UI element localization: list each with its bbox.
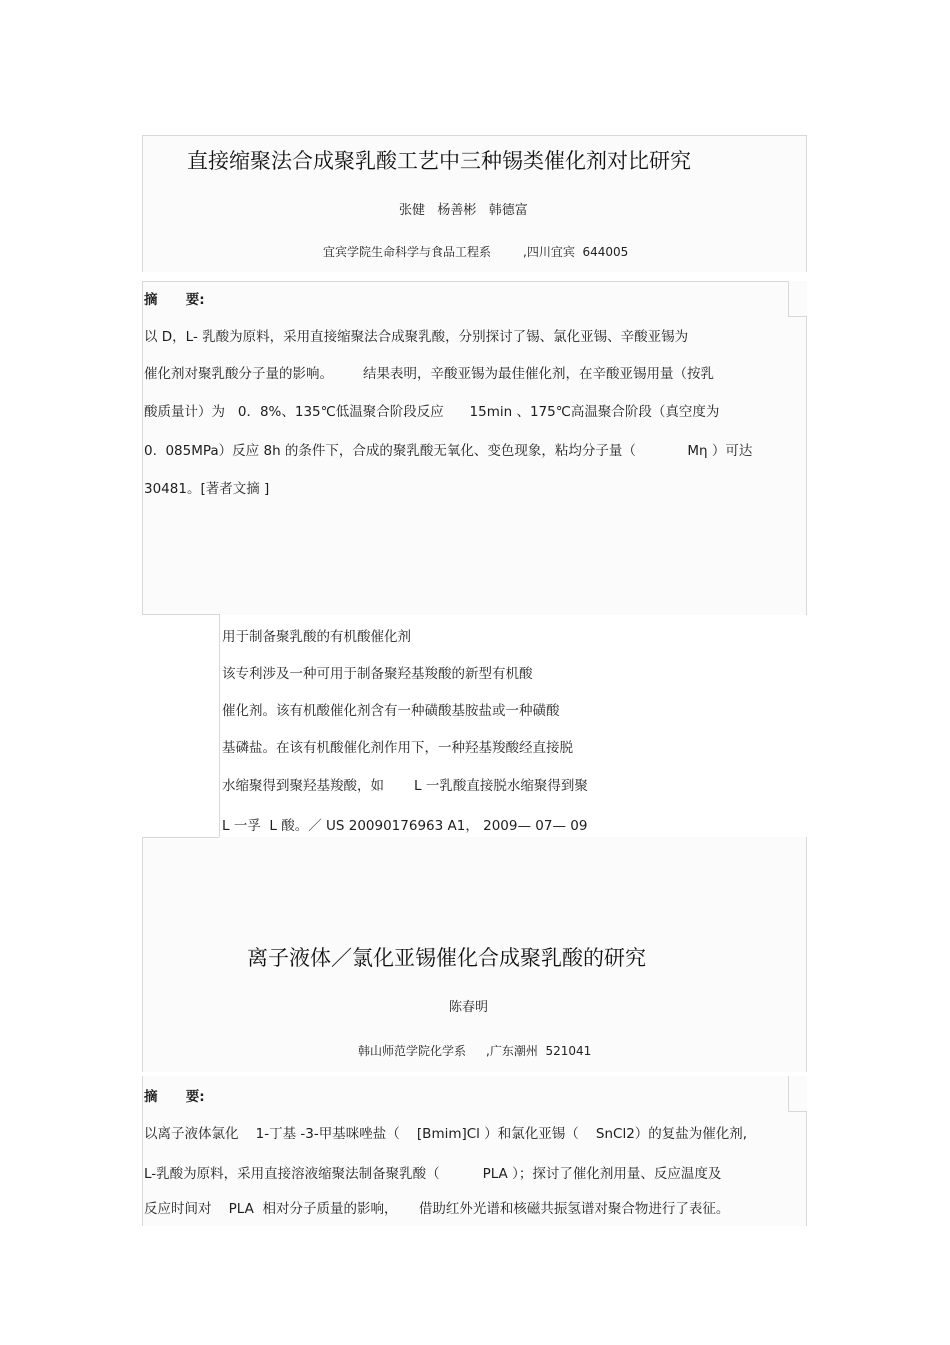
frame-line bbox=[806, 837, 807, 1072]
article-title: 直接缩聚法合成聚乳酸工艺中三种锡类催化剂对比研究 bbox=[187, 149, 691, 173]
abstract-label: 摘 要: bbox=[144, 1089, 205, 1105]
frame-line bbox=[142, 135, 807, 136]
abstract-line: 催化剂对聚乳酸分子量的影响。 结果表明，辛酸亚锡为最佳催化剂，在辛酸亚锡用量（按乳 bbox=[144, 366, 715, 382]
patent-line: 水缩聚得到聚羟基羧酸，如 L 一乳酸直接脱水缩聚得到聚 bbox=[222, 778, 588, 794]
patent-line: 该专利涉及一种可用于制备聚羟基羧酸的新型有机酸 bbox=[222, 666, 533, 682]
frame-line bbox=[142, 135, 143, 272]
frame-line bbox=[142, 281, 143, 615]
abstract-line: 0. 085MPa）反应 8h 的条件下，合成的聚乳酸无氧化、变色现象，粘均分子量（ Mη ）可达 bbox=[144, 443, 753, 459]
frame-line bbox=[806, 135, 807, 272]
frame-line bbox=[806, 1111, 807, 1226]
article-authors: 张健 杨善彬 韩德富 bbox=[399, 203, 528, 218]
article-location: ,广东潮州 521041 bbox=[486, 1044, 592, 1058]
abstract-line: 以 D，L- 乳酸为原料，采用直接缩聚法合成聚乳酸，分别探讨了锡、氯化亚锡、辛酸亚锡为 bbox=[144, 329, 689, 345]
frame-line bbox=[788, 281, 789, 316]
abstract-label: 摘 要: bbox=[144, 292, 205, 308]
article-location: ,四川宜宾 644005 bbox=[523, 245, 629, 259]
patent-line: 催化剂。该有机酸催化剂含有一种磺酸基胺盐或一种磺酸 bbox=[222, 703, 560, 719]
article-authors: 陈春明 bbox=[449, 1000, 489, 1015]
frame-line bbox=[142, 614, 219, 615]
frame-line bbox=[142, 281, 789, 282]
abstract-line: 以离子液体氯化 1-丁基 -3-甲基咪唑盐（ [Bmim]Cl ）和氯化亚锡（ SnCl2）的复盐为催化剂, bbox=[144, 1126, 748, 1142]
frame-line bbox=[142, 837, 143, 1072]
patent-line: 基磷盐。在该有机酸催化剂作用下，一种羟基羧酸经直接脱 bbox=[222, 740, 573, 756]
frame-line bbox=[788, 1076, 789, 1111]
patent-citation: L 一孚 L 酸。／ US 20090176963 A1， 2009— 07— 09 bbox=[222, 818, 588, 834]
frame-line bbox=[219, 614, 220, 837]
article-title: 离子液体／氯化亚锡催化合成聚乳酸的研究 bbox=[247, 946, 646, 970]
frame-line bbox=[142, 1076, 143, 1226]
abstract-line: 酸质量计）为 0．8%、135℃低温聚合阶段反应 15min 、175℃高温聚合阶段（真空度为 bbox=[144, 404, 720, 420]
frame-line bbox=[806, 316, 807, 615]
abstract-line: 30481。[著者文摘 ] bbox=[144, 481, 270, 497]
article-affiliation: 韩山师范学院化学系 bbox=[358, 1044, 467, 1058]
article-affiliation: 宜宾学院生命科学与食品工程系 bbox=[323, 245, 492, 259]
abstract-line: L-乳酸为原料，采用直接溶液缩聚法制备聚乳酸（ PLA ）；探讨了催化剂用量、反应温度及 bbox=[144, 1166, 722, 1182]
patent-title: 用于制备聚乳酸的有机酸催化剂 bbox=[222, 629, 411, 645]
frame-line bbox=[788, 1111, 807, 1112]
frame-line bbox=[788, 316, 807, 317]
abstract-line: 反应时间对 PLA 相对分子质量的影响， 借助红外光谱和核磁共振氢谱对聚合物进行了表征。 bbox=[144, 1201, 730, 1217]
frame-line bbox=[142, 837, 219, 838]
